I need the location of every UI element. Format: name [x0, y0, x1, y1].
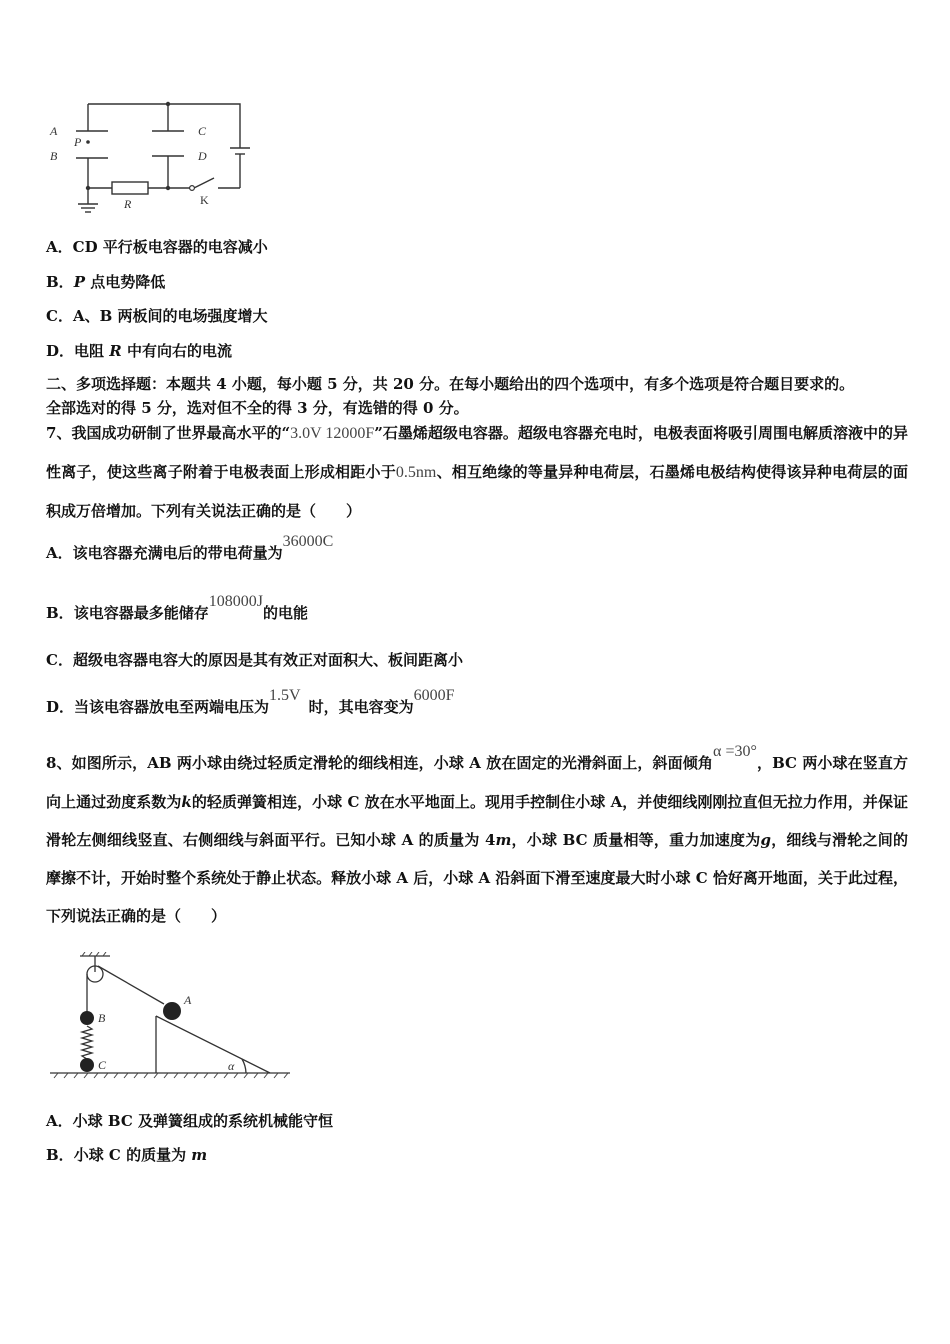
q7-option-a: A．该电容器充满电后的带电荷量为36000C — [46, 533, 334, 562]
q8-stem: 8、如图所示，AB 两小球由绕过轻质定滑轮的细线相连，小球 A 放在固定的光滑斜面上，斜面倾角α =30°，BC 两小球在竖直方向上通过劲度系数为k的轻质弹簧相连，小球 C 放在水平地面上。现用手控制住小球 A，并使细线刚刚拉直但无拉力作用，并保证滑轮左侧细线竖直、右侧细线与斜面平行。已知小球 A 的质量为 4m，小球 BC 质量相等，重力加速度为g，细线与滑轮之间的摩擦不计，开始时整个系统处于静止状态。释放小球 A 后，小球 A 沿斜面下滑至速度最大时小球 C 恰好离开地面，关于此过程，下列说法正确的是（ ） — [46, 743, 908, 925]
circuit-diagram — [44, 98, 264, 218]
label-r: R — [124, 197, 132, 211]
q8-option-a: A．小球 BC 及弹簧组成的系统机械能守恒 — [46, 1112, 333, 1130]
label-c: C — [198, 124, 207, 138]
label-a: A — [50, 124, 58, 138]
q6-option-d: D．电阻 R 中有向右的电流 — [46, 342, 232, 360]
label-b: B — [50, 149, 58, 163]
q8-option-b: B．小球 C 的质量为 m — [46, 1146, 208, 1164]
label-k: K — [200, 193, 209, 207]
q6-option-a: A．CD 平行板电容器的电容减小 — [46, 238, 268, 256]
q7-option-c: C．超级电容器电容大的原因是其有效正对面积大、板间距离小 — [46, 651, 463, 669]
q6-option-c: C．A、B 两板间的电场强度增大 — [46, 307, 268, 325]
incline-pulley-figure — [46, 952, 296, 1084]
q7-stem: 7、我国成功研制了世界最高水平的“3.0V 12000F”石墨烯超级电容器。超级电容器充电时，电极表面将吸引周围电解质溶液中的异性离子，使这些离子附着于电极表面上形成相距小于0.5nm、相互绝缘的等量异种电荷层，石墨烯电极结构使得该异种电荷层的面积成万倍增加。下列有关说法正确的是（ ） — [46, 424, 908, 520]
q6-option-b: B．P 点电势降低 — [46, 273, 166, 291]
q7-option-d: D．当该电容器放电至两端电压为1.5V时，其电容变为6000F — [46, 687, 455, 716]
label-d: D — [198, 149, 207, 163]
q7-option-b: B．该电容器最多能储存108000J的电能 — [46, 593, 308, 622]
fig-label-b: B — [98, 1011, 106, 1025]
fig-label-c: C — [98, 1058, 107, 1072]
fig-label-alpha: α — [228, 1059, 235, 1073]
section2-line2: 全部选对的得 5 分，选对但不全的得 3 分，有选错的得 0 分。 — [46, 399, 469, 417]
section2-line1: 二、多项选择题：本题共 4 小题，每小题 5 分，共 20 分。在每小题给出的四个选项中，有多个选项是符合题目要求的。 — [46, 375, 855, 393]
label-p: P — [74, 135, 82, 149]
fig-label-a: A — [184, 993, 192, 1007]
